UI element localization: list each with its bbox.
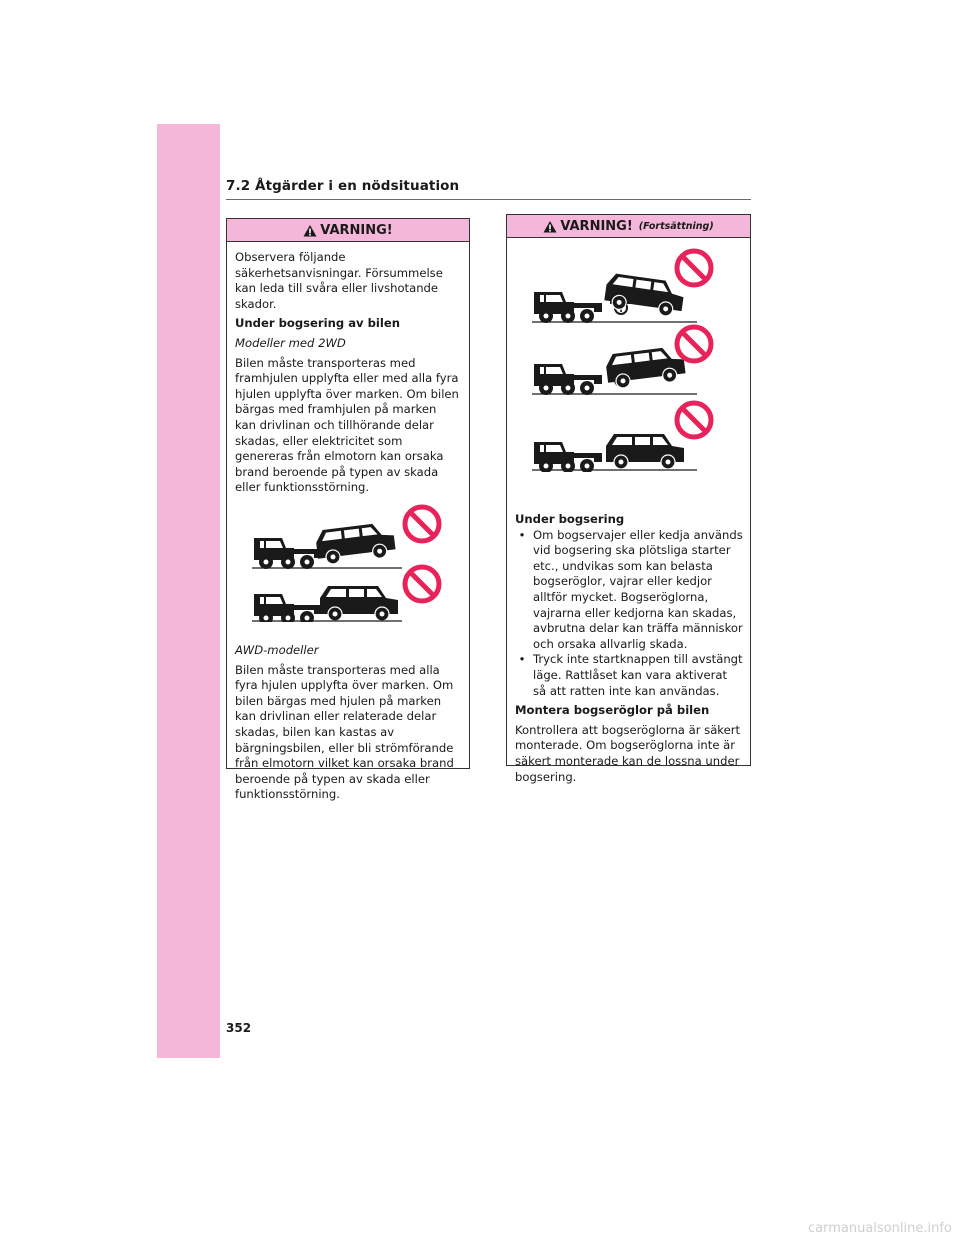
prohibited-icon xyxy=(405,567,439,601)
warning-header-continued xyxy=(507,215,750,238)
subheading-towing: Under bogsering av bilen xyxy=(235,316,400,331)
section-divider xyxy=(226,199,751,200)
section-title: 7.2 Åtgärder i en nödsituation xyxy=(226,178,460,194)
prohibited-icon xyxy=(677,251,711,285)
warning-heading: VARNING! xyxy=(560,218,633,234)
tow-illustration-1 xyxy=(252,521,402,569)
prohibited-icon xyxy=(677,403,711,437)
page-number: 352 xyxy=(226,1021,252,1035)
warning-intro: Observera följande säkerhetsanvisningar. Försummelse kan leda till svåra eller livshotande skador. xyxy=(235,250,443,311)
tow-figure-2wd-front-wheels-down xyxy=(252,500,457,622)
chapter-sidebar-tab xyxy=(157,124,220,1058)
warning-triangle-icon xyxy=(303,224,317,237)
tow-illustration-4 xyxy=(532,345,697,395)
watermark: carmanualsonline.info xyxy=(808,1221,952,1236)
subheading-mount-tow-eyelets: Montera bogseröglor på bilen xyxy=(515,703,710,718)
prohibited-icon xyxy=(405,507,439,541)
tow-illustration-3 xyxy=(532,273,697,323)
tow-figure-prohibited-methods xyxy=(532,242,728,472)
text-2wd: Bilen måste transporteras med framhjulen upplyfta eller med alla fyra hjulen upplyfta över marken. Om bilen bärgas med framhjulen på marken kan drivlinan och tillhörande delar skadas, eller elektricitet som genereras från elmotorn kan orsaka brand beroende på typen av skada eller funktionsstörning. xyxy=(235,355,459,495)
text-awd: Bilen måste transporteras med alla fyra hjulen upplyfta över marken. Om bilen bärgas med hjulen på marken kan drivlinan eller relaterade delar skadas, bilen kan kastas av bärgningsbilen, eller bli strömförande från elmotorn vilket kan orsaka brand beroende på typen av skada eller funktionsstörning. xyxy=(235,662,454,802)
continuation-label: (Fortsättning) xyxy=(638,220,714,232)
tow-illustration-5 xyxy=(532,434,697,472)
model-2wd-label: Modeller med 2WD xyxy=(235,335,346,350)
subheading-during-towing: Under bogsering xyxy=(515,512,625,526)
warning-triangle-icon xyxy=(543,220,557,233)
warning-header xyxy=(227,219,469,242)
prohibited-icon xyxy=(677,327,711,361)
model-awd-label: AWD-modeller xyxy=(235,643,319,657)
bullet-text: Tryck inte startknappen till avstängt läge. Rattlåset kan vara aktiverat så att ratten inte kan användas. xyxy=(533,652,743,698)
bullet-text: Om bogservajer eller kedja används vid bogsering ska plötsliga starter etc., undvikas som kan belasta bogseröglor, vajrar eller kedjor alltför mycket. Bogseröglorna, vajrarna eller kedjorna kan skadas, avbrutna delar kan träffa människor och orsaka allvarlig skada. xyxy=(533,527,743,651)
tow-illustration-2 xyxy=(252,586,402,622)
bullet-dot: • xyxy=(518,652,526,667)
list-item xyxy=(515,528,743,653)
warning-heading: VARNING! xyxy=(320,222,393,238)
text-tow-eyelets: Kontrollera att bogseröglorna är säkert monterade. Om bogseröglorna inte är säkert monterade kan de lossna under bogsering. xyxy=(515,722,741,784)
list-item xyxy=(515,652,743,699)
bullet-dot: • xyxy=(518,527,526,542)
